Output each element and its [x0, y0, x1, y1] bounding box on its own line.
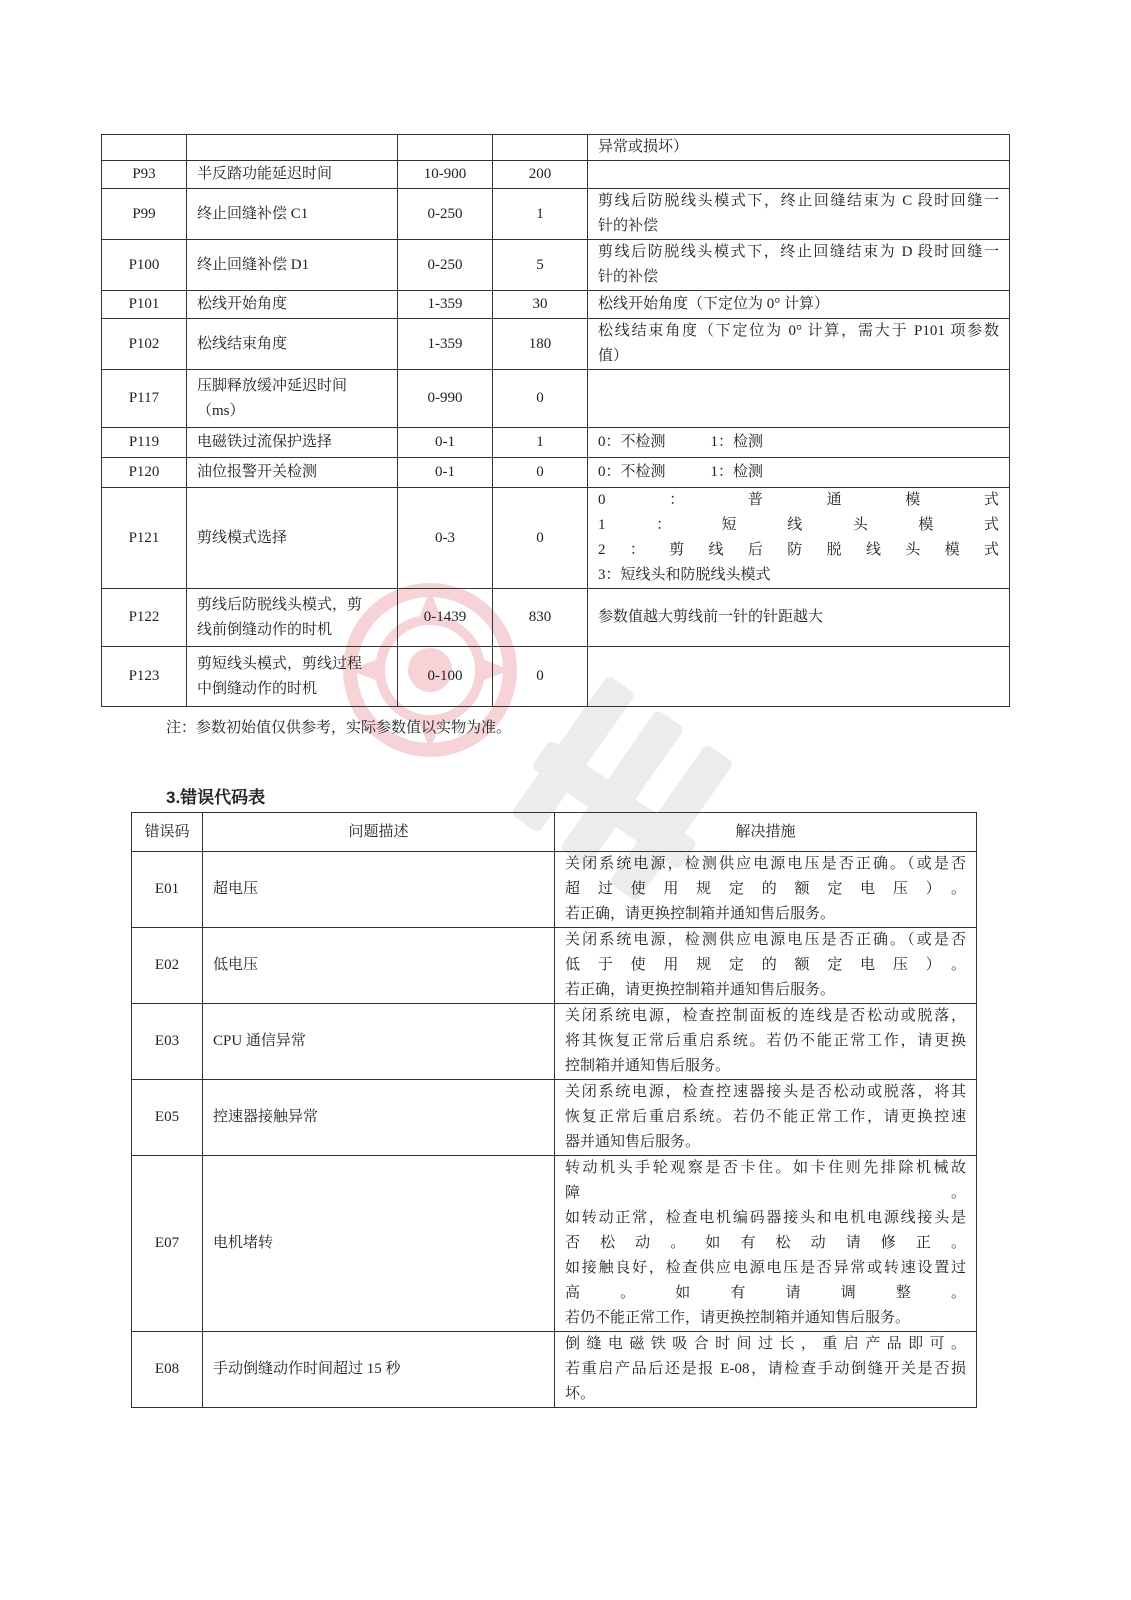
error-code-cell: E05 — [132, 1080, 203, 1156]
param-name-cell — [187, 647, 398, 707]
param-note-cell-line: 剪线后防脱线头模式下，终止回缝结束为 C 段时回缝一 — [598, 193, 999, 209]
param-range-cell: 0-250 — [398, 189, 493, 240]
param-code-cell: P122 — [102, 589, 187, 647]
param-name-cell-line: 松线开始角度 — [197, 296, 288, 312]
error-solution-cell — [555, 852, 977, 928]
error-problem-cell: 超电压 — [203, 852, 555, 928]
error-solution-cell — [555, 1332, 977, 1408]
param-code-cell: P123 — [102, 647, 187, 707]
header-solution: 解决措施 — [555, 813, 977, 852]
error-solution-line: 若正确，请更换控制箱并通知售后服务。 — [565, 906, 836, 922]
parameter-note: 注：参数初始值仅供参考，实际参数值以实物为准。 — [166, 720, 512, 736]
param-note-cell — [588, 370, 1010, 428]
param-name-cell — [187, 370, 398, 428]
table-row — [132, 1332, 977, 1408]
param-note-cell — [588, 458, 1010, 488]
table-row — [102, 291, 1010, 319]
param-default-cell: 200 — [493, 161, 588, 189]
param-range-cell: 1-359 — [398, 291, 493, 319]
error-problem-cell: 低电压 — [203, 928, 555, 1004]
param-code-cell: P120 — [102, 458, 187, 488]
param-code-cell: P99 — [102, 189, 187, 240]
error-solution-line: 若正确，请更换控制箱并通知售后服务。 — [565, 982, 836, 998]
table-row — [102, 488, 1010, 589]
table-row — [132, 852, 977, 928]
param-note-cell — [588, 647, 1010, 707]
error-solution-line: 器并通知售后服务。 — [565, 1134, 701, 1150]
error-solution-line: 低于使用规定的额定电压）。 — [565, 957, 966, 973]
param-note-cell — [588, 291, 1010, 319]
error-table-header-row — [132, 813, 977, 852]
param-note-cell — [588, 135, 1010, 161]
param-note-cell-line: 0：普通模式 — [598, 492, 999, 508]
param-name-cell — [187, 589, 398, 647]
table-row — [102, 240, 1010, 291]
param-note-cell — [588, 428, 1010, 458]
error-problem-cell: 手动倒缝动作时间超过 15 秒 — [203, 1332, 555, 1408]
param-name-cell-line: 剪线后防脱线头模式，剪 — [197, 596, 363, 613]
error-solution-cell — [555, 1080, 977, 1156]
table-row — [102, 189, 1010, 240]
error-solution-line: 如转动正常，检查电机编码器接头和电机电源线接头是 — [565, 1210, 966, 1226]
error-solution-line: 坏。 — [565, 1386, 596, 1402]
table-row — [102, 647, 1010, 707]
param-range-cell — [398, 135, 493, 161]
param-note-cell-line: 0：不检测 1：检测 — [598, 434, 764, 450]
param-range-cell: 0-3 — [398, 488, 493, 589]
param-name-cell — [187, 135, 398, 161]
error-solution-line: 超过使用规定的额定电压）。 — [565, 881, 966, 897]
table-row — [102, 319, 1010, 370]
param-note-cell-line: 剪线后防脱线头模式下，终止回缝结束为 D 段时回缝一 — [598, 244, 999, 260]
error-solution-line: 关闭系统电源，检测供应电源电压是否正确。（或是否 — [565, 856, 966, 872]
param-range-cell: 0-990 — [398, 370, 493, 428]
error-code-cell: E07 — [132, 1156, 203, 1332]
param-note-cell — [588, 240, 1010, 291]
param-name-cell-line: 油位报警开关检测 — [197, 464, 318, 480]
error-solution-line: 若重启产品后还是报 E-08，请检查手动倒缝开关是否损 — [565, 1361, 966, 1377]
error-problem-cell: CPU 通信异常 — [203, 1004, 555, 1080]
parameter-table-body — [102, 135, 1010, 707]
param-name-cell-line: 终止回缝补偿 C1 — [197, 205, 309, 222]
error-problem-cell: 电机堵转 — [203, 1156, 555, 1332]
error-solution-line: 若仍不能正常工作，请更换控制箱并通知售后服务。 — [565, 1310, 911, 1326]
param-note-cell-line: 针的补偿 — [598, 269, 659, 285]
param-note-cell — [588, 189, 1010, 240]
param-code-cell: P117 — [102, 370, 187, 428]
param-name-cell-line: 电磁铁过流保护选择 — [197, 434, 333, 450]
param-code-cell: P93 — [102, 161, 187, 189]
table-row — [102, 135, 1010, 161]
param-default-cell: 0 — [493, 647, 588, 707]
param-name-cell-line: 半反踏功能延迟时间 — [197, 166, 333, 182]
table-row — [132, 928, 977, 1004]
param-code-cell: P102 — [102, 319, 187, 370]
param-range-cell: 0-1439 — [398, 589, 493, 647]
table-row — [102, 161, 1010, 189]
param-default-cell: 1 — [493, 428, 588, 458]
param-code-cell: P121 — [102, 488, 187, 589]
error-code-cell: E08 — [132, 1332, 203, 1408]
error-solution-line: 否松动。如有松动请修正。 — [565, 1235, 966, 1251]
param-name-cell-line: 中倒缝动作的时机 — [197, 680, 318, 697]
error-problem-cell: 控速器接触异常 — [203, 1080, 555, 1156]
param-default-cell: 0 — [493, 458, 588, 488]
param-name-cell-line: 终止回缝补偿 D1 — [197, 256, 310, 273]
param-name-cell-line: 松线结束角度 — [197, 335, 288, 352]
error-solution-line: 转动机头手轮观察是否卡住。如卡住则先排除机械故 — [565, 1160, 966, 1176]
param-name-cell-line: （ms） — [197, 402, 245, 419]
param-note-cell-line: 参数值越大剪线前一针的针距越大 — [598, 609, 824, 625]
param-default-cell — [493, 135, 588, 161]
error-solution-line: 如接触良好，检查供应电源电压是否异常或转速设置过 — [565, 1260, 966, 1276]
table-row — [102, 428, 1010, 458]
table-row — [102, 589, 1010, 647]
param-name-cell-line: 线前倒缝动作的时机 — [197, 621, 333, 638]
param-note-cell-line: 值） — [598, 348, 629, 364]
error-solution-line: 高。如有请调整。 — [565, 1285, 966, 1301]
param-note-cell-line: 松线开始角度（下定位为 0° 计算） — [598, 296, 830, 312]
param-note-cell-line: 0：不检测 1：检测 — [598, 464, 764, 480]
param-note-cell-line: 针的补偿 — [598, 218, 659, 234]
header-problem: 问题描述 — [203, 813, 555, 852]
param-default-cell: 30 — [493, 291, 588, 319]
error-solution-line: 恢复正常后重启系统。若仍不能正常工作，请更换控速 — [565, 1109, 966, 1125]
param-range-cell: 0-100 — [398, 647, 493, 707]
param-code-cell: P119 — [102, 428, 187, 458]
param-note-cell — [588, 589, 1010, 647]
parameter-table — [101, 134, 1010, 707]
param-default-cell: 830 — [493, 589, 588, 647]
error-solution-line: 障。 — [565, 1185, 966, 1201]
error-solution-line: 控制箱并通知售后服务。 — [565, 1058, 731, 1074]
error-solution-line: 关闭系统电源，检测供应电源电压是否正确。（或是否 — [565, 932, 966, 948]
error-solution-cell — [555, 928, 977, 1004]
param-range-cell: 1-359 — [398, 319, 493, 370]
param-range-cell: 10-900 — [398, 161, 493, 189]
table-row — [132, 1080, 977, 1156]
param-range-cell: 0-1 — [398, 428, 493, 458]
param-note-cell-line: 3：短线头和防脱线头模式 — [598, 567, 771, 583]
param-name-cell — [187, 428, 398, 458]
param-name-cell-line: 压脚释放缓冲延迟时间 — [197, 377, 348, 394]
param-default-cell: 0 — [493, 488, 588, 589]
error-solution-cell — [555, 1156, 977, 1332]
param-name-cell — [187, 319, 398, 370]
param-name-cell-line: 剪线模式选择 — [197, 529, 288, 546]
param-name-cell — [187, 240, 398, 291]
header-error-code: 错误码 — [132, 813, 203, 852]
param-default-cell: 0 — [493, 370, 588, 428]
param-note-cell — [588, 319, 1010, 370]
error-solution-line: 倒缝电磁铁吸合时间过长，重启产品即可。 — [565, 1336, 966, 1352]
param-default-cell: 5 — [493, 240, 588, 291]
table-row — [102, 458, 1010, 488]
table-row — [102, 370, 1010, 428]
section-title: 3.错误代码表 — [166, 788, 266, 807]
param-note-cell — [588, 488, 1010, 589]
param-code-cell: P101 — [102, 291, 187, 319]
param-name-cell — [187, 189, 398, 240]
error-table-body — [132, 852, 977, 1408]
param-name-cell — [187, 488, 398, 589]
table-row — [132, 1004, 977, 1080]
param-default-cell: 180 — [493, 319, 588, 370]
error-solution-line: 关闭系统电源，检查控制面板的连线是否松动或脱落， — [565, 1008, 966, 1024]
error-solution-line: 关闭系统电源，检查控速器接头是否松动或脱落，将其 — [565, 1084, 966, 1100]
param-note-cell-line: 1：短线头模式 — [598, 517, 999, 533]
param-range-cell: 0-1 — [398, 458, 493, 488]
param-name-cell — [187, 458, 398, 488]
error-solution-cell — [555, 1004, 977, 1080]
param-note-cell-line: 异常或损坏） — [598, 139, 689, 155]
param-note-cell-line: 2：剪线后防脱线头模式 — [598, 542, 999, 558]
param-name-cell-line: 剪短线头模式，剪线过程 — [197, 655, 363, 672]
error-code-cell: E02 — [132, 928, 203, 1004]
error-code-cell: E01 — [132, 852, 203, 928]
error-solution-line: 将其恢复正常后重启系统。若仍不能正常工作，请更换 — [565, 1033, 966, 1049]
param-code-cell: P100 — [102, 240, 187, 291]
error-code-table — [131, 812, 977, 1408]
param-default-cell: 1 — [493, 189, 588, 240]
param-note-cell-line: 松线结束角度（下定位为 0° 计算，需大于 P101 项参数 — [598, 323, 999, 339]
param-code-cell — [102, 135, 187, 161]
param-note-cell — [588, 161, 1010, 189]
error-code-cell: E03 — [132, 1004, 203, 1080]
table-row — [132, 1156, 977, 1332]
param-name-cell — [187, 161, 398, 189]
param-name-cell — [187, 291, 398, 319]
param-range-cell: 0-250 — [398, 240, 493, 291]
